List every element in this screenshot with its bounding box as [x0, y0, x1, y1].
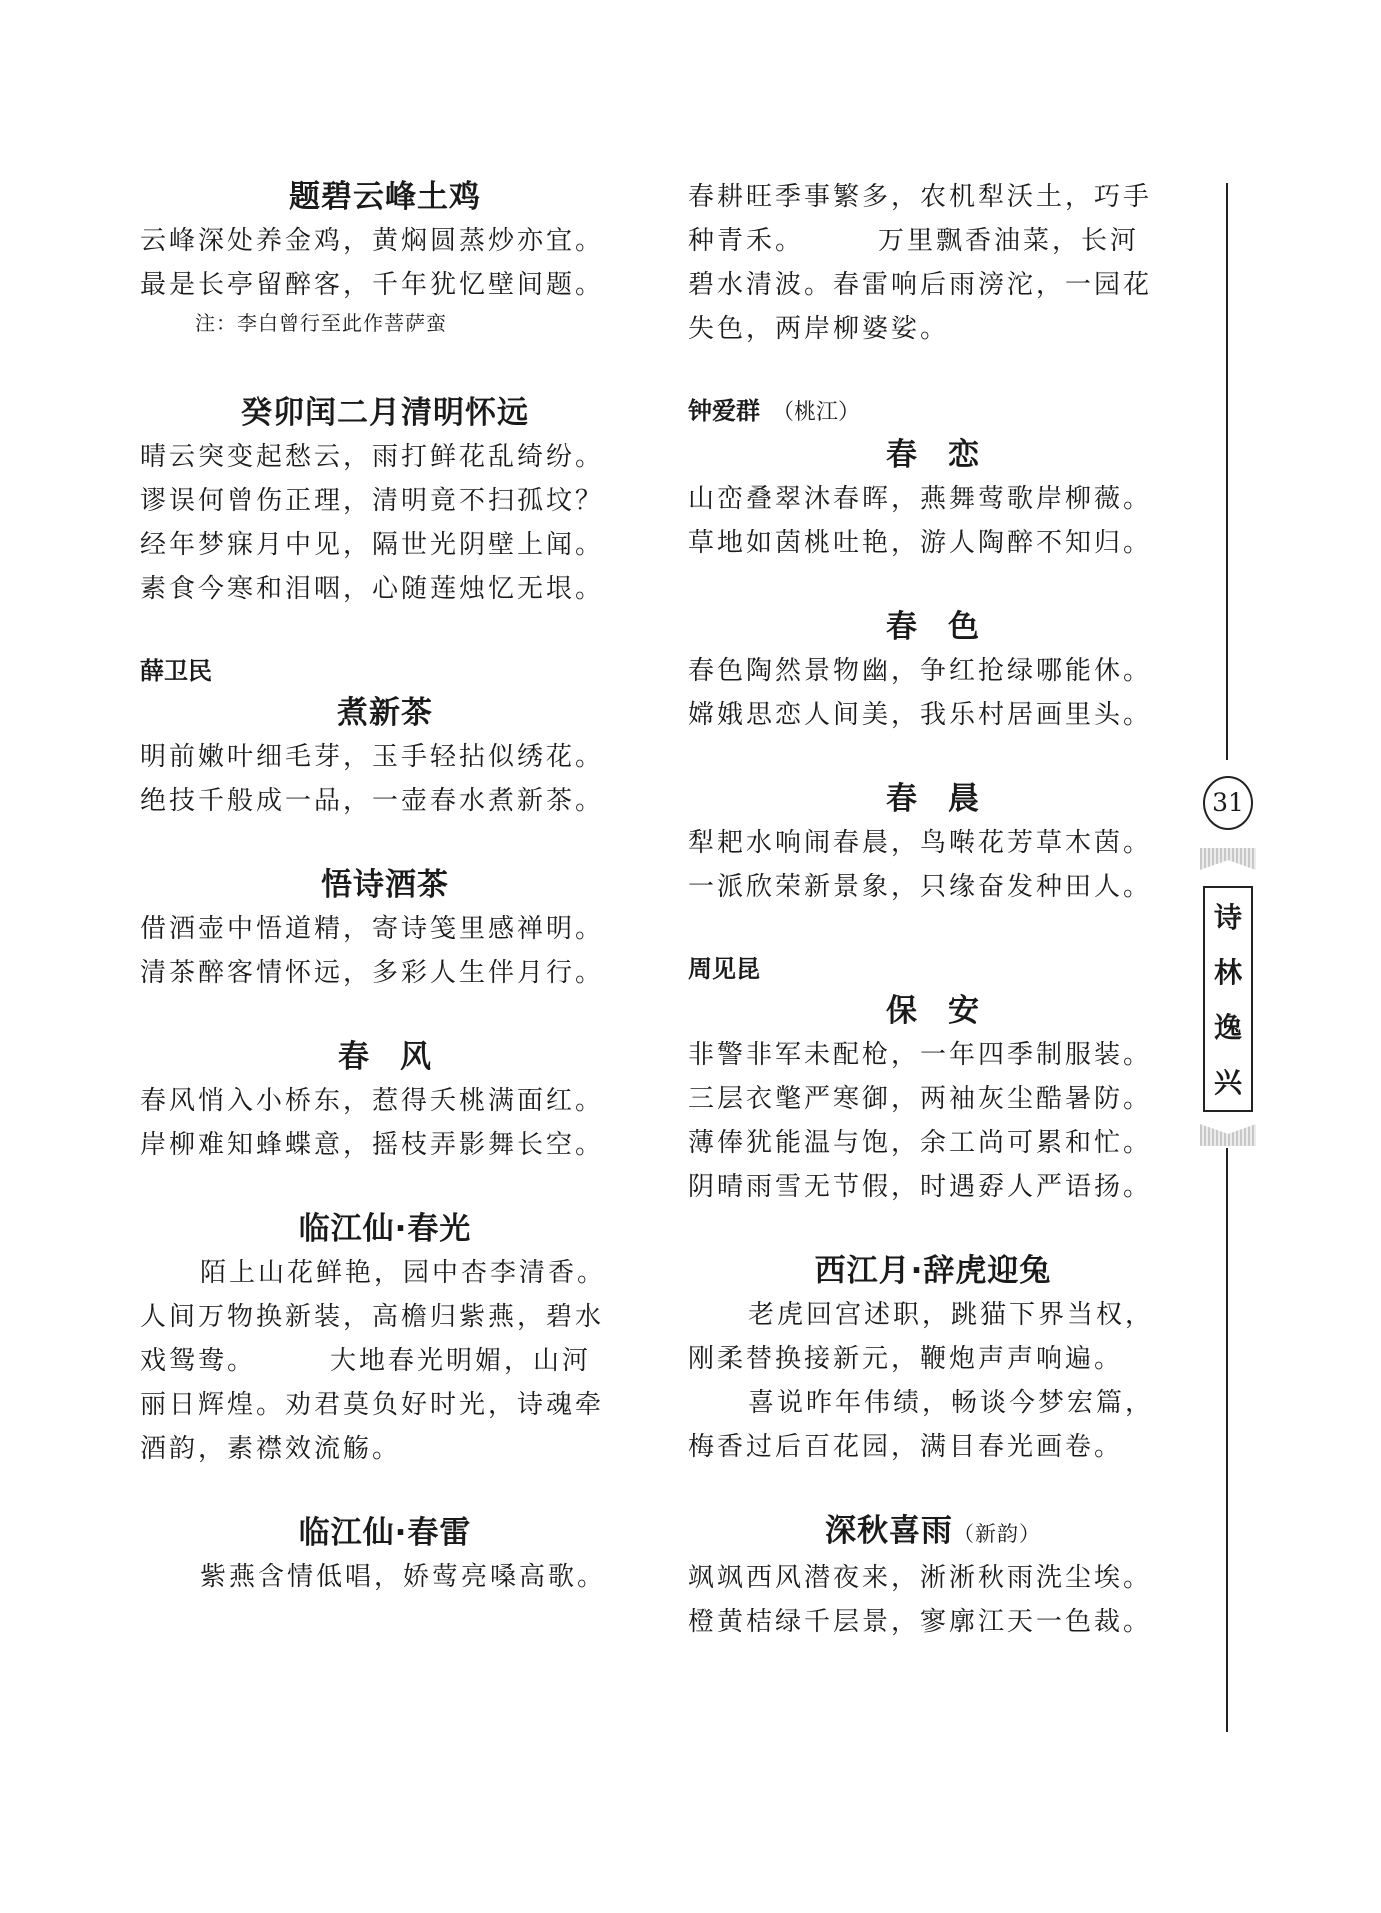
poem-line: 春风悄入小桥东，惹得夭桃满面红。	[140, 1086, 605, 1116]
poem-line: 谬误何曾伤正理，清明竟不扫孤坟？	[140, 486, 605, 516]
author-name	[688, 391, 1178, 433]
poem-line: 犁耙水响闹春晨，鸟啭花芳草木茵。	[688, 828, 1153, 858]
title-char: 风	[400, 1039, 432, 1075]
author-location: （桃江）	[772, 400, 861, 425]
poem-line: 人间万物换新装，高檐归紫燕，碧水	[140, 1302, 605, 1332]
banner-char: 林	[1213, 956, 1242, 989]
poem-title: 题碧云峰土鸡	[289, 179, 481, 215]
banner-band-bottom	[1200, 1124, 1256, 1146]
poem-line: 最是长亭留醉客，千年犹忆壁间题。	[140, 270, 605, 300]
banner-char: 诗	[1213, 901, 1242, 934]
poem-line: 梅香过后百花园，满目春光画卷。	[688, 1432, 1124, 1462]
poem-line: 清茶醉客情怀远，多彩人生伴月行。	[140, 958, 605, 988]
poem-line: 老虎回宫述职，跳猫下界当权，	[748, 1300, 1155, 1330]
left-column	[140, 175, 630, 1599]
poem-title: 煮新茶	[337, 695, 433, 731]
title-char: 恋	[948, 437, 980, 473]
poem-line: 经年梦寐月中见，隔世光阴壁上闻。	[140, 530, 605, 560]
poem-title	[688, 1509, 1178, 1556]
poem-title	[688, 605, 1178, 649]
poem-line: 种青禾。 万里飘香油菜，长河	[688, 226, 1140, 256]
poem-line: 素食今寒和泪咽，心随莲烛忆无垠。	[140, 574, 605, 604]
poem-title	[688, 989, 1178, 1033]
poem-line: 酒韵，素襟效流觞。	[140, 1434, 402, 1464]
poem-line: 陌上山花鲜艳，园中杏李清香。	[200, 1258, 607, 1288]
title-char: 晨	[948, 781, 980, 817]
poem-line: 借酒壶中悟道精，寄诗笺里感禅明。	[140, 914, 605, 944]
poem-title: 临江仙·春光	[298, 1211, 472, 1247]
poem-line: 岸柳难知蜂蝶意，摇枝弄影舞长空。	[140, 1130, 605, 1160]
title-char: 保	[886, 993, 918, 1029]
poem-line: 碧水清波。春雷响后雨滂沱，一园花	[688, 270, 1153, 300]
poem-title: 悟诗酒茶	[321, 867, 449, 903]
poem-title	[688, 433, 1178, 477]
side-rule	[1226, 1148, 1228, 1732]
title-char: 春	[886, 437, 918, 473]
title-char: 安	[948, 993, 980, 1029]
poem-line: 失色，两岸柳婆娑。	[688, 314, 950, 344]
poem-line: 春耕旺季事繁多，农机犁沃土，巧手	[688, 182, 1153, 212]
poem-line: 山峦叠翠沐春晖，燕舞莺歌岸柳薇。	[688, 484, 1153, 514]
section-banner	[1200, 848, 1256, 1146]
author-label: 钟爱群	[688, 397, 760, 425]
banner-char: 兴	[1213, 1066, 1242, 1099]
poem-line: 明前嫩叶细毛芽，玉手轻拈似绣花。	[140, 742, 605, 772]
poem-title: 癸卯闰二月清明怀远	[241, 395, 529, 431]
poem-line: 非警非军未配枪，一年四季制服装。	[688, 1040, 1153, 1070]
poem-line: 橙黄桔绿千层景，寥廓江天一色裁。	[688, 1607, 1153, 1637]
poem-line: 阴晴雨雪无节假，时遇孬人严语扬。	[688, 1172, 1153, 1202]
author-name: 周见昆	[688, 955, 760, 983]
poem-line: 戏鸳鸯。 大地春光明媚，山河	[140, 1346, 592, 1376]
poem-title	[140, 1035, 630, 1079]
banner-band-top	[1200, 848, 1256, 870]
poem-line: 云峰深处养金鸡，黄焖圆蒸炒亦宜。	[140, 226, 605, 256]
poem-line: 春色陶然景物幽，争红抢绿哪能休。	[688, 656, 1153, 686]
title-text: 深秋喜雨	[825, 1513, 953, 1549]
poem-line: 飒飒西风潜夜来，淅淅秋雨洗尘埃。	[688, 1563, 1153, 1593]
title-note: （新韵）	[953, 1522, 1041, 1546]
title-char: 色	[948, 609, 980, 645]
poem-line: 晴云突变起愁云，雨打鲜花乱绮纷。	[140, 442, 605, 472]
poem-line: 喜说昨年伟绩，畅谈今梦宏篇，	[748, 1388, 1155, 1418]
poem-title: 西江月·辞虎迎兔	[814, 1253, 1052, 1289]
poem-line: 刚柔替换接新元，鞭炮声声响遍。	[688, 1344, 1124, 1374]
poem-line: 一派欣荣新景象，只缘奋发种田人。	[688, 872, 1153, 902]
poem-line: 紫燕含情低唱，娇莺亮嗓高歌。	[200, 1562, 607, 1592]
title-char: 春	[886, 609, 918, 645]
banner-box	[1203, 886, 1253, 1112]
poem-line: 三层衣氅严寒御，两袖灰尘酷暑防。	[688, 1084, 1153, 1114]
poem-line: 丽日辉煌。劝君莫负好时光，诗魂牵	[140, 1390, 605, 1420]
poem-line: 嫦娥思恋人间美，我乐村居画里头。	[688, 700, 1153, 730]
poem-title	[688, 777, 1178, 821]
poem-line: 草地如茵桃吐艳，游人陶醉不知归。	[688, 528, 1153, 558]
title-char: 春	[886, 781, 918, 817]
poem-note: 注：李白曾行至此作菩萨蛮	[195, 311, 447, 335]
poem-line: 绝技千般成一品，一壶春水煮新茶。	[140, 786, 605, 816]
poem-title: 临江仙·春雷	[298, 1515, 472, 1551]
title-char: 春	[338, 1039, 370, 1075]
page-number: 31	[1203, 776, 1253, 830]
banner-char: 逸	[1213, 1011, 1242, 1044]
side-rule	[1226, 183, 1228, 760]
right-column	[688, 175, 1178, 1644]
poem-line: 薄俸犹能温与饱，余工尚可累和忙。	[688, 1128, 1153, 1158]
author-name: 薛卫民	[140, 657, 212, 685]
